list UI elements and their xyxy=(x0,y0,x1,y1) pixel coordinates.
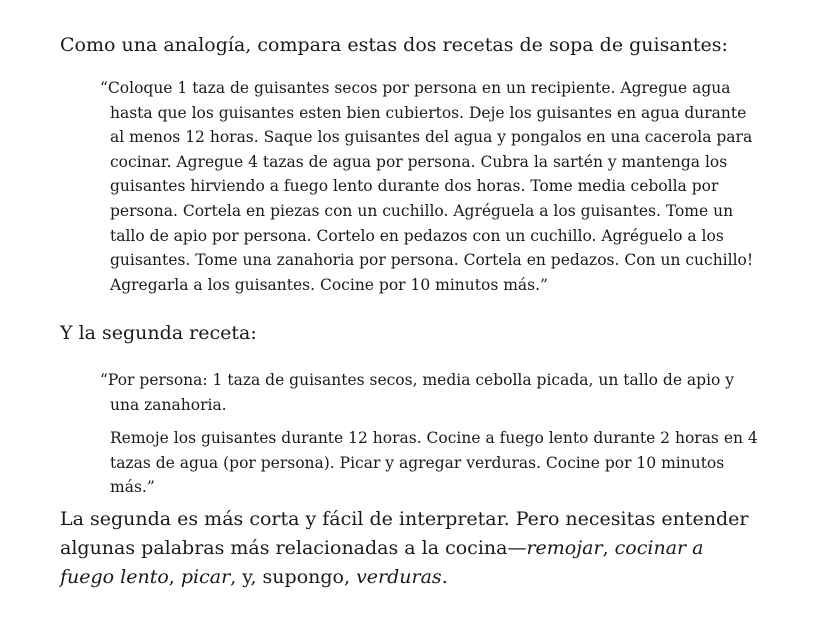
recipe-one-text: “Coloque 1 taza de guisantes secos por persona en un recipiente. Agregue agua hasta que los guisantes esten bien cubiertos. Deje los guisantes en agua durante al menos 12 horas. Saque los guisantes del agua y pongalos en una cacerola para cocinar. Agregue 4 tazas de agua por persona. Cubra la sartén y mantenga los guisantes hirviendo a fuego lento durante dos horas. Tome media cebolla por persona. Cortela en piezas con un cuchillo. Agréguela a los guisantes. Tome un tallo de apio por persona. Cortelo en pedazos con un cuchillo. Agréguelo a los guisantes. Tome una zanahoria por persona. Cortela en pedazos. Con un cuchillo! Agregarla a los guisantes. Cocine por 10 minutos más.” xyxy=(100,79,754,294)
conclusion-paragraph xyxy=(60,505,760,592)
separator: , xyxy=(602,537,615,559)
conclusion-text-end: . xyxy=(441,566,448,588)
term-picar: picar xyxy=(180,566,231,588)
recipe-one-blockquote xyxy=(100,76,765,297)
conclusion-text-start: La segunda es más corta y fácil de interpretar. Pero necesitas entender algunas palabras más relacionadas a la cocina— xyxy=(60,508,749,559)
recipe-two-instructions: Remoje los guisantes durante 12 horas. Cocine a fuego lento durante 2 horas en 4 tazas de agua (por persona). Picar y agregar verduras. Cocine por 10 minutos más.” xyxy=(110,429,758,497)
intro-paragraph: Como una analogía, compara estas dos recetas de sopa de guisantes: xyxy=(60,34,728,56)
term-cocinar-a-fuego-lento: cocinar a fuego lento xyxy=(60,537,704,588)
conclusion-text-middle: , y, supongo, xyxy=(230,566,357,588)
term-remojar: remojar xyxy=(526,537,603,559)
separator: , xyxy=(168,566,181,588)
recipe-two-ingredients: “Por persona: 1 taza de guisantes secos, media cebolla picada, un tallo de apio y una zanahoria. xyxy=(100,371,735,414)
term-verduras: verduras xyxy=(356,566,442,588)
second-recipe-intro: Y la segunda receta: xyxy=(60,322,257,344)
recipe-two-blockquote xyxy=(100,368,765,500)
